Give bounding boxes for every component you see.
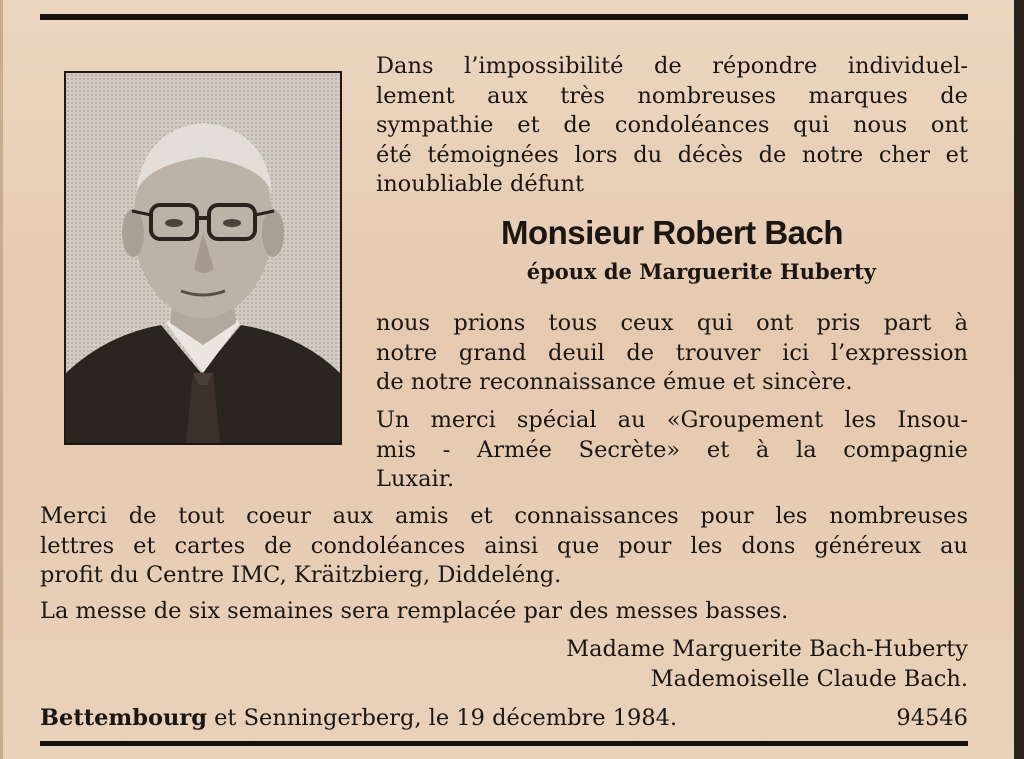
- special-thanks-line: Un merci spécial au «Groupement les Insou-: [376, 407, 968, 433]
- intro-line: été témoignées lors du décès de notre cher et: [376, 141, 968, 168]
- footer-town: Bettembourg: [40, 705, 207, 731]
- signature-widow: Madame Marguerite Bach-Huberty: [566, 636, 968, 662]
- footer-reference-number: 94546: [896, 705, 968, 731]
- bottom-rule: [40, 741, 968, 746]
- clipping-left-edge: [0, 0, 3, 759]
- thanks-paragraph: [376, 309, 968, 398]
- general-thanks-line: lettres et cartes de condoléances ainsi que pour les dons généreux au: [40, 532, 968, 559]
- general-thanks-line: Merci de tout coeur aux amis et connaissances pour les nombreuses: [40, 503, 968, 529]
- intro-line: sympathie et de condoléances qui nous ont: [376, 112, 968, 138]
- top-rule: [40, 14, 968, 20]
- thanks-line: notre grand deuil de trouver ici l’expression: [376, 339, 968, 366]
- general-thanks-paragraph: [40, 502, 968, 591]
- thanks-line: de notre reconnaissance émue et sincère.: [376, 369, 853, 395]
- mass-notice: La messe de six semaines sera remplacée par des messes basses.: [40, 598, 789, 624]
- footer-place-date: et Senningerberg, le 19 décembre 1984.: [206, 705, 678, 731]
- intro-line: Dans l’impossibilité de répondre individuel-: [376, 53, 968, 79]
- thanks-line: nous prions tous ceux qui ont pris part à: [376, 310, 968, 336]
- intro-line: inoubliable défunt: [376, 171, 585, 197]
- footer-line: [40, 704, 968, 734]
- spouse-line: époux de Marguerite Huberty: [526, 259, 876, 284]
- general-thanks-line: profit du Centre IMC, Kräitzbierg, Diddeléng.: [40, 562, 562, 588]
- portrait-drawing: [66, 73, 340, 443]
- clipping-right-edge: [1014, 0, 1024, 759]
- intro-line: lement aux très nombreuses marques de: [376, 82, 968, 109]
- special-thanks-line: mis - Armée Secrète» et à la compagnie: [376, 436, 968, 463]
- portrait-photo: [64, 71, 342, 445]
- special-thanks-line: Luxair.: [376, 466, 455, 492]
- deceased-name: Monsieur Robert Bach: [500, 214, 844, 251]
- signature-daughter: Mademoiselle Claude Bach.: [650, 666, 968, 692]
- special-thanks-paragraph: [376, 406, 968, 495]
- intro-paragraph: [376, 52, 968, 200]
